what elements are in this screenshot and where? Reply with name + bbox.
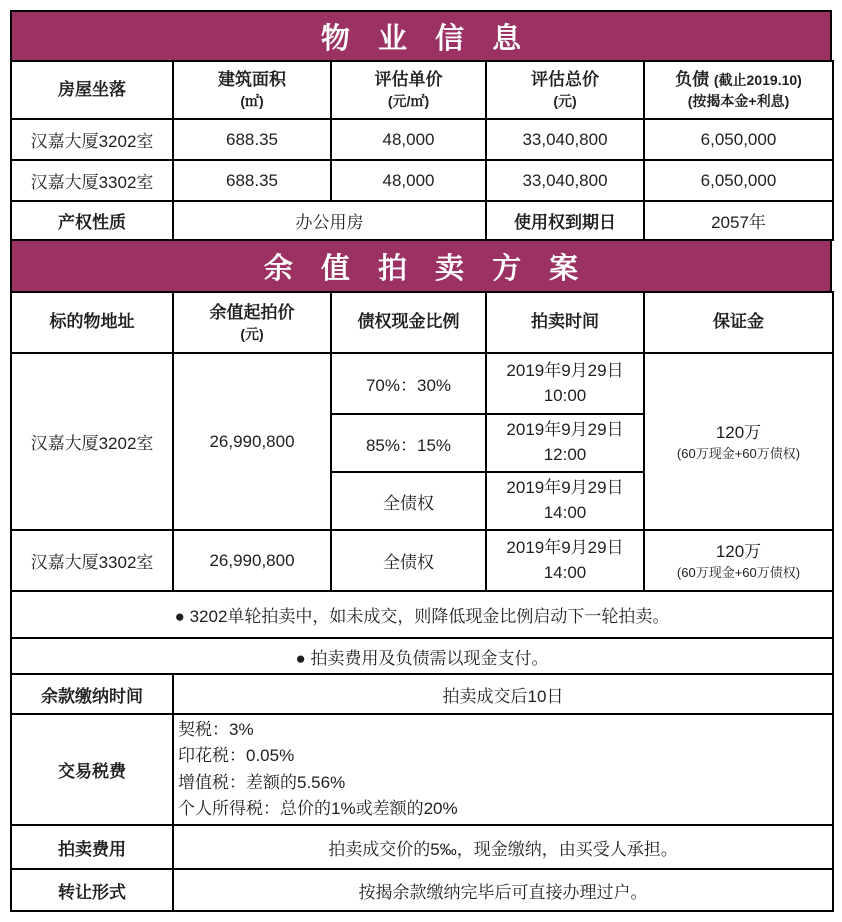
cell-ratio-round1: 70%：30%: [331, 353, 486, 414]
cell-house-name: 汉嘉大厦3202室: [11, 119, 173, 160]
note-text: 3202单轮拍卖中，如未成交，则降低现金比例启动下一轮拍卖。: [189, 607, 670, 626]
cell-total-price: 33,040,800: [486, 119, 644, 160]
section-title-property-info: 物 业 信 息: [10, 10, 832, 62]
property-row-3202: [11, 119, 833, 160]
header-deposit: 保证金: [644, 292, 833, 353]
detail-value-auction-fee: 拍卖成交价的5‰，现金缴纳，由买受人承担。: [173, 825, 833, 869]
header-house-location: [11, 61, 173, 119]
section-title-auction-plan: 余 值 拍 卖 方 案: [10, 239, 832, 293]
cell-address-3302: 汉嘉大厦3302室: [11, 530, 173, 591]
cell-area: 688.35: [173, 160, 331, 201]
tax-line-stamp: 印花税：0.05%: [178, 746, 295, 766]
header-debt: [644, 61, 833, 119]
auction-plan-table: [10, 291, 834, 592]
header-building-area: 建筑面积 (㎡): [173, 61, 331, 119]
detail-label-payment-deadline: 余款缴纳时间: [11, 674, 173, 714]
note-text: 拍卖费用及负债需以现金支付。: [310, 648, 549, 668]
bullet-icon: ●: [295, 648, 306, 668]
cell-ownership-value: 办公用房: [173, 201, 486, 240]
cell-ratio-round3: 全债权: [331, 472, 486, 530]
detail-row-auction-fee: [11, 825, 833, 869]
detail-value-payment-deadline: 拍卖成交后10日: [173, 674, 833, 714]
cell-time-round3: 2019年9月29日 14:00: [486, 472, 644, 530]
note-cell: [11, 591, 833, 638]
detail-label-auction-fee: 拍卖费用: [11, 825, 173, 869]
tax-line-vat: 增值税：差额的5.56%: [178, 772, 346, 792]
cell-address-3202: 汉嘉大厦3202室: [11, 353, 173, 530]
terms-table: [10, 590, 834, 912]
cell-expiry-label: 使用权到期日: [486, 201, 644, 240]
note-cell: [11, 638, 833, 674]
cell-starting-price-3202: 26,990,800: [173, 353, 331, 530]
property-header-row: [11, 61, 833, 119]
cell-unit-price: 48,000: [331, 119, 486, 160]
header-debt-sub: (按揭本金+利息): [687, 93, 790, 110]
bullet-icon: ●: [174, 607, 185, 626]
header-appraisal-total-price: 评估总价 (元): [486, 61, 644, 119]
header-appraisal-unit-price: 评估单价 (元/㎡): [331, 61, 486, 119]
cell-starting-price-3302: 26,990,800: [173, 530, 331, 591]
cell-deposit-3202: 120万 (60万现金+60万债权): [644, 353, 833, 530]
auction-notice-document: [10, 10, 832, 912]
detail-label-transfer-form: 转让形式: [11, 869, 173, 911]
cell-expiry-value: 2057年: [644, 201, 833, 240]
auction-header-row: [11, 292, 833, 353]
detail-label-transaction-taxes: 交易税费: [11, 714, 173, 825]
detail-value-transaction-taxes: [173, 714, 833, 825]
header-starting-price: 余值起拍价 (元): [173, 292, 331, 353]
detail-row-payment-deadline: [11, 674, 833, 714]
note-row-1: [11, 591, 833, 638]
cell-debt: 6,050,000: [644, 119, 833, 160]
detail-row-transaction-taxes: [11, 714, 833, 825]
auction-row-3302: [11, 530, 833, 591]
cell-unit-price: 48,000: [331, 160, 486, 201]
cell-ratio-round2: 85%：15%: [331, 414, 486, 472]
cell-area: 688.35: [173, 119, 331, 160]
auction-row-3202-round1: [11, 353, 833, 414]
cell-total-price: 33,040,800: [486, 160, 644, 201]
cell-ratio-3302: 全债权: [331, 530, 486, 591]
tax-line-income: 个人所得税：总价的1%或差额的20%: [178, 799, 458, 819]
header-auction-time: 拍卖时间: [486, 292, 644, 353]
cell-time-round1: 2019年9月29日 10:00: [486, 353, 644, 414]
cell-house-name: 汉嘉大厦3302室: [11, 160, 173, 201]
ownership-row: [11, 201, 833, 240]
header-debt-cash-ratio: 债权现金比例: [331, 292, 486, 353]
cell-deposit-3302: 120万 (60万现金+60万债权): [644, 530, 833, 591]
cell-debt: 6,050,000: [644, 160, 833, 201]
cell-ownership-label: 产权性质: [11, 201, 173, 240]
tax-line-deed: 契税：3%: [178, 720, 254, 739]
property-info-table: [10, 60, 834, 241]
header-house-location-label: 房屋坐落: [58, 79, 126, 99]
header-subject-address: 标的物地址: [11, 292, 173, 353]
detail-row-transfer-form: [11, 869, 833, 911]
detail-value-transfer-form: 按揭余款缴纳完毕后可直接办理过户。: [173, 869, 833, 911]
property-row-3302: [11, 160, 833, 201]
header-debt-label: 负债: [675, 70, 710, 90]
note-row-2: [11, 638, 833, 674]
cell-time-round2: 2019年9月29日 12:00: [486, 414, 644, 472]
header-debt-asof: (截止2019.10): [713, 72, 802, 89]
cell-time-3302: 2019年9月29日 14:00: [486, 530, 644, 591]
